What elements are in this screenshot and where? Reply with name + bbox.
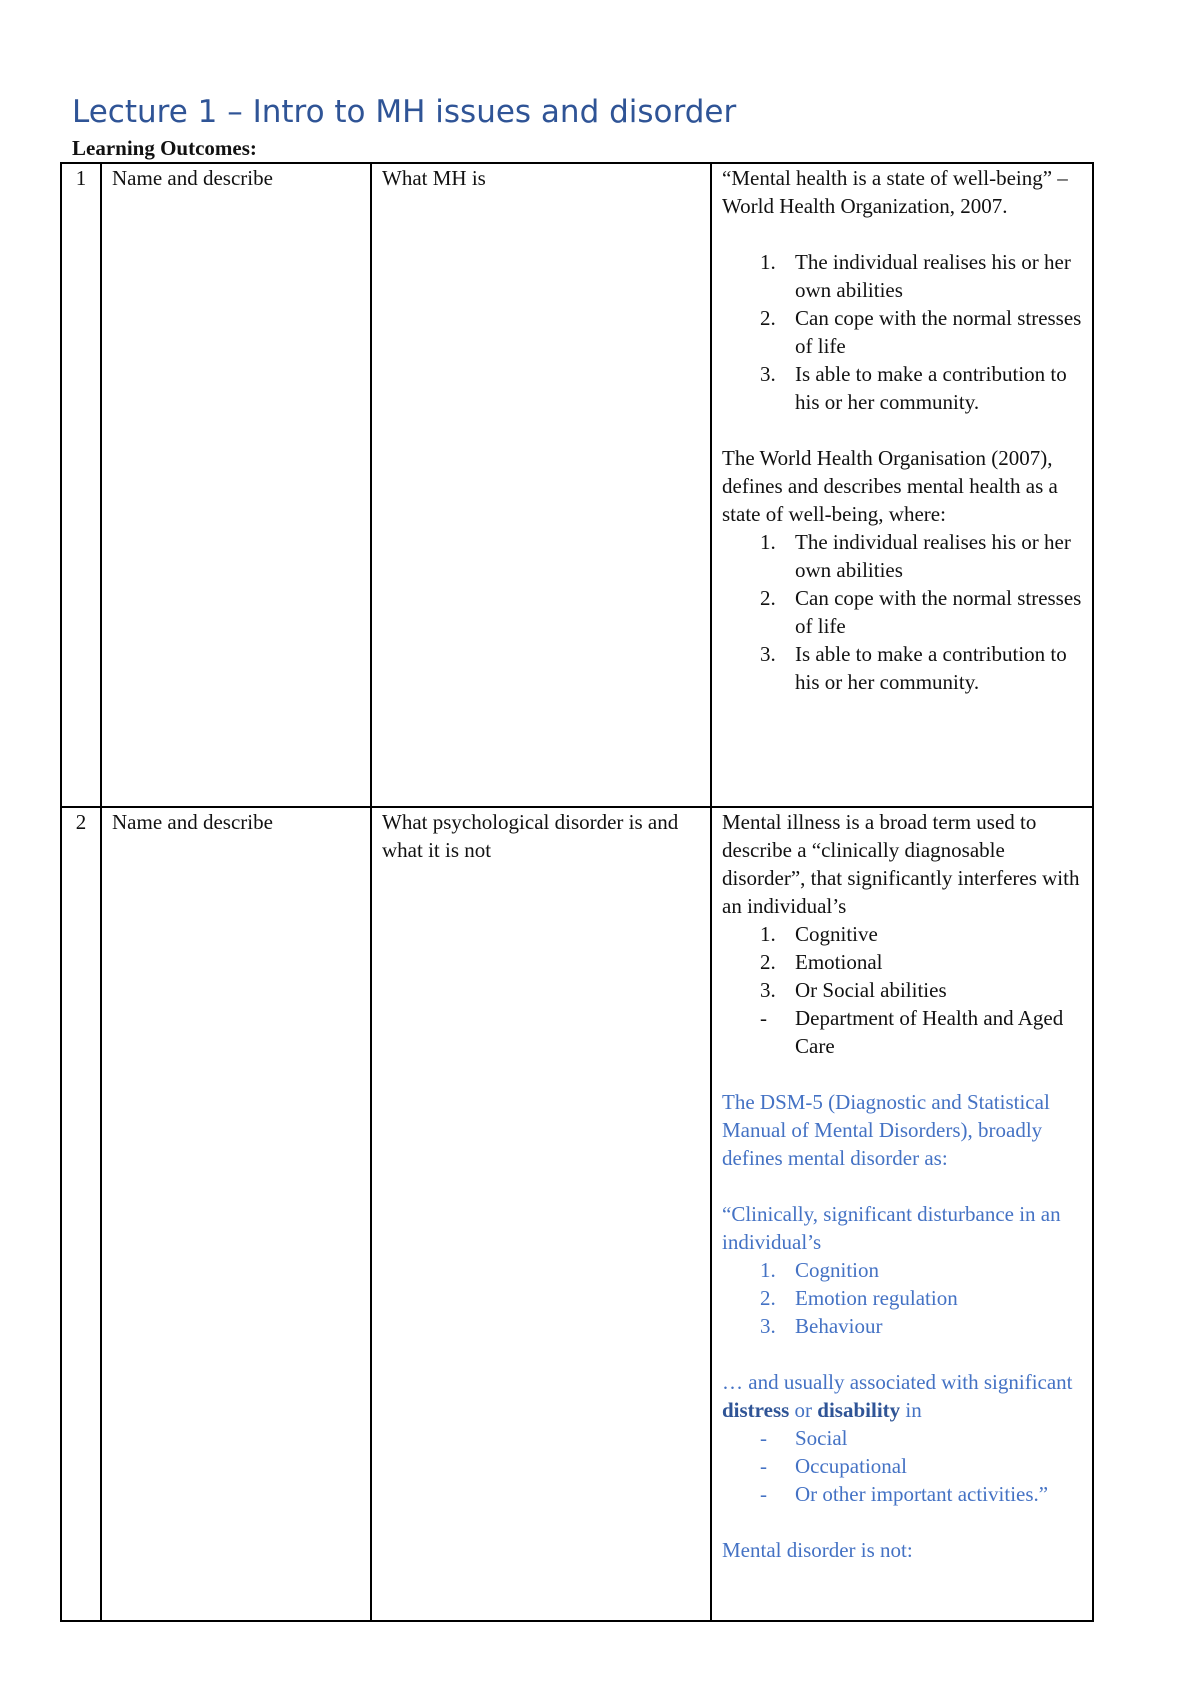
mental-illness-intro: Mental illness is a broad term used to describe a “clinically diagnosable disorder”, that significantly interferes with an individual’s bbox=[722, 810, 1080, 918]
dsm-quote: “Clinically, significant disturbance in an individual’s bbox=[722, 1202, 1061, 1254]
wellbeing-list-2 bbox=[722, 528, 1082, 696]
row-topic: What psychological disorder is and what it is not bbox=[371, 807, 711, 1621]
row-number: 2 bbox=[61, 807, 101, 1621]
abilities-list bbox=[722, 920, 1082, 1060]
who-definition: The World Health Organisation (2007), defines and describes mental health as a state of well-being, where: bbox=[722, 446, 1058, 526]
list-item: 2. Can cope with the normal stresses of life bbox=[760, 586, 1082, 638]
row-action: Name and describe bbox=[101, 807, 371, 1621]
learning-outcomes-table bbox=[60, 162, 1094, 1622]
list-item: - Or other important activities.” bbox=[760, 1482, 1049, 1506]
list-item: 1. The individual realises his or her own abilities bbox=[760, 530, 1071, 582]
list-item: - Occupational bbox=[760, 1454, 907, 1478]
table-row bbox=[61, 807, 1093, 1621]
row-notes bbox=[711, 163, 1093, 807]
list-item: - Social bbox=[760, 1426, 848, 1450]
row-topic: What MH is bbox=[371, 163, 711, 807]
list-item: 2. Emotion regulation bbox=[760, 1286, 958, 1310]
who-quote: “Mental health is a state of well-being” – World Health Organization, 2007. bbox=[722, 166, 1068, 218]
list-item: 1. Cognition bbox=[760, 1258, 880, 1282]
table-row bbox=[61, 163, 1093, 807]
row-action: Name and describe bbox=[101, 163, 371, 807]
wellbeing-list bbox=[722, 248, 1082, 416]
row-notes bbox=[711, 807, 1093, 1621]
distress-disability-sentence: … and usually associated with significant distress or disability in bbox=[722, 1370, 1073, 1422]
row-number: 1 bbox=[61, 163, 101, 807]
list-item: 3. Is able to make a contribution to his or her community. bbox=[760, 642, 1067, 694]
list-item: 2. Can cope with the normal stresses of life bbox=[760, 306, 1082, 358]
list-item: 2. Emotional bbox=[760, 950, 883, 974]
list-item: 1. The individual realises his or her own abilities bbox=[760, 250, 1071, 302]
list-item: 3. Or Social abilities bbox=[760, 978, 947, 1002]
list-item: - Department of Health and Aged Care bbox=[760, 1006, 1064, 1058]
list-item: 1. Cognitive bbox=[760, 922, 878, 946]
mental-disorder-not: Mental disorder is not: bbox=[722, 1538, 913, 1562]
list-item: 3. Is able to make a contribution to his or her community. bbox=[760, 362, 1067, 414]
learning-outcomes-heading: Learning Outcomes: bbox=[72, 136, 257, 160]
dsm-definition: The DSM-5 (Diagnostic and Statistical Manual of Mental Disorders), broadly defines mental disorder as: bbox=[722, 1090, 1050, 1170]
list-item: 3. Behaviour bbox=[760, 1314, 883, 1338]
impairment-areas-list bbox=[722, 1424, 1082, 1508]
page-title: Lecture 1 – Intro to MH issues and disorder bbox=[72, 94, 737, 130]
disturbance-list bbox=[722, 1256, 1082, 1340]
